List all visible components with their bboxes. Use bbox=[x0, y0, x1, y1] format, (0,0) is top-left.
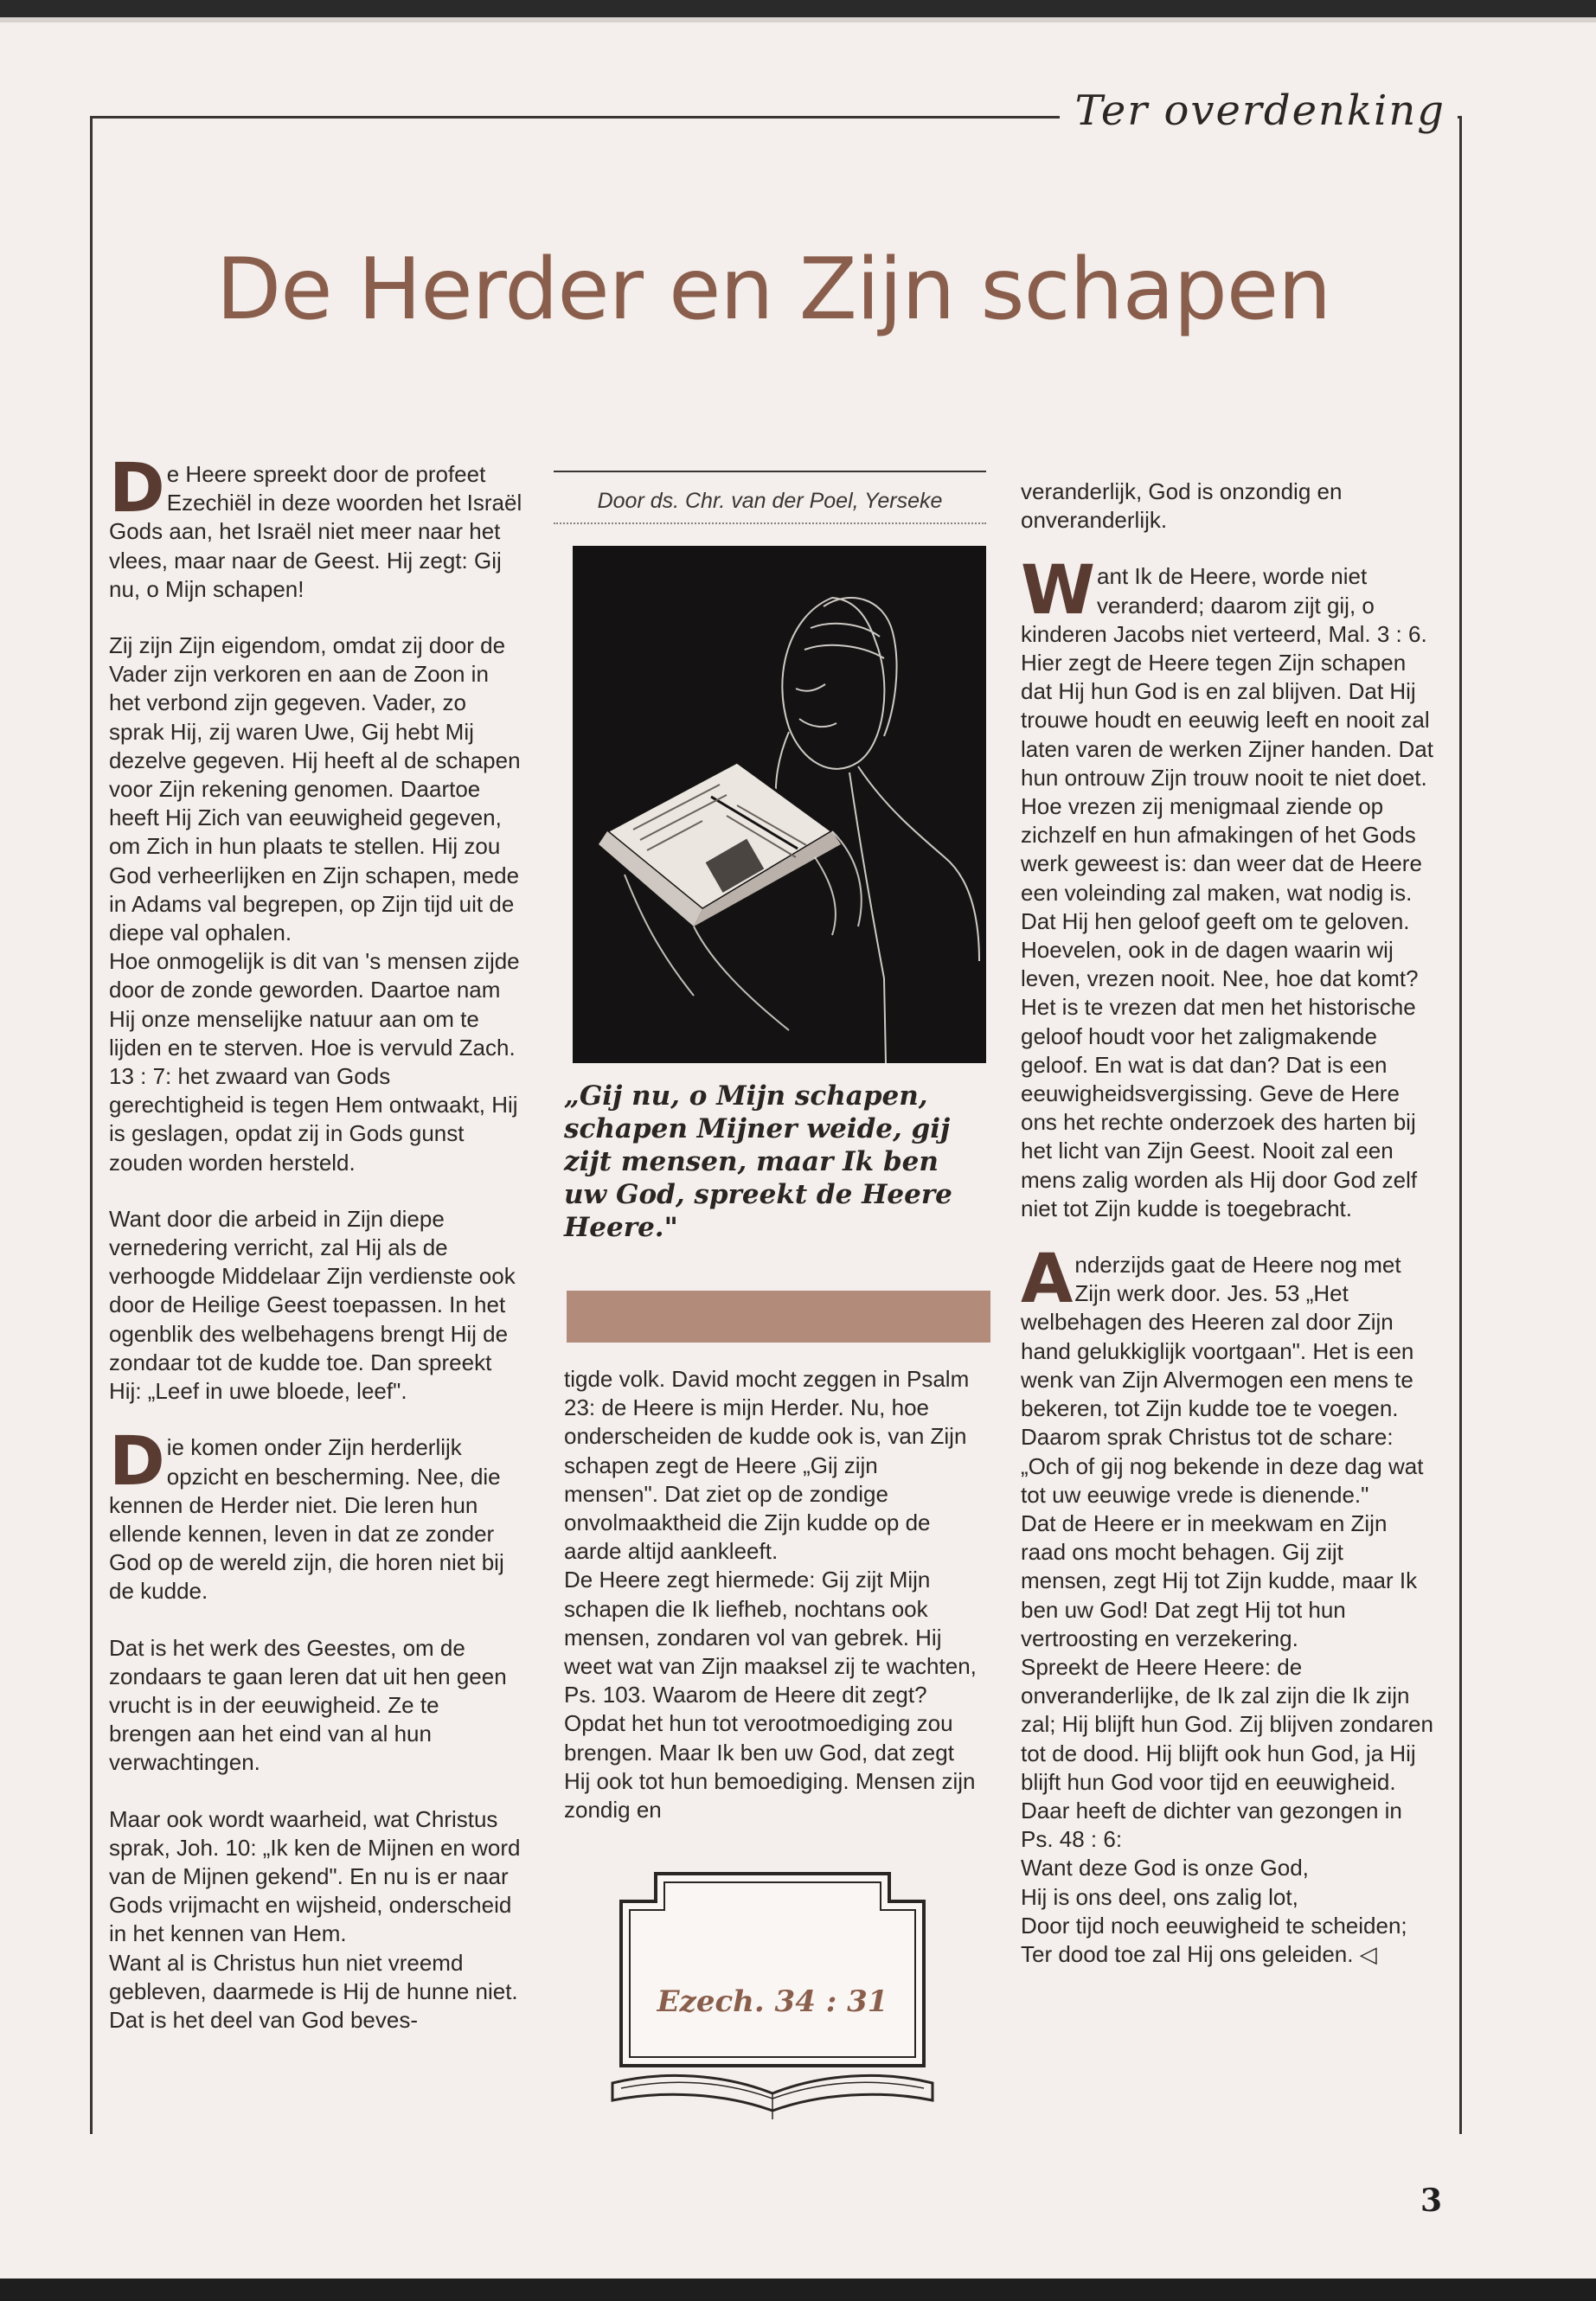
paragraph: Daar heeft de dichter van gezongen in Ps. 48 : 6: bbox=[1021, 1797, 1402, 1853]
column-1 bbox=[109, 450, 522, 2035]
decorative-bar bbox=[567, 1291, 990, 1343]
psalm-verse: Door tijd noch eeuwigheid te scheiden; bbox=[1021, 1912, 1407, 1939]
paragraph: Dat is het werk des Geestes, om de zondaars te gaan leren dat uit hen geen vrucht is in der eeuwigheid. Ze te brengen aan het eind van al hun verwachtingen. bbox=[109, 1634, 507, 1776]
paragraph: Zij zijn Zijn eigendom, omdat zij door de Vader zijn verkoren en aan de Zoon in het verbond zijn gegeven. Vader, zo sprak Hij, zij waren Uwe, Gij hebt Mij dezelve gegeven. Hij heeft al de schapen voor Zijn rekening genomen. Daartoe heeft Hij Zich van eeuwigheid gegeven, om Zich in hun plaats te stellen. Hij zou God verheerlijken en Zijn schapen, mede in Adams val begrepen, op Zijn tijd uit de diepe val ophalen. bbox=[109, 632, 521, 946]
drop-cap: A bbox=[1021, 1240, 1074, 1319]
paragraph: Die komen onder Zijn herderlijk opzicht en bescherming. Nee, die kennen de Herder niet. Die leren hun ellende kennen, leven in dat ze zonder God op de wereld zijn, die horen niet bij de kudde. bbox=[109, 1423, 504, 1605]
psalm-verse: Want deze God is onze God, bbox=[1021, 1855, 1309, 1881]
page-number: 3 bbox=[1420, 2182, 1443, 2219]
top-border-shadow bbox=[0, 17, 1596, 22]
bottom-border bbox=[0, 2279, 1596, 2301]
drop-cap: D bbox=[109, 1423, 165, 1502]
paragraph: tigde volk. David mocht zeggen in Psalm 23: de Heere is mijn Herder. Nu, hoe onderscheiden de kudde ook is, van Zijn schapen zegt de Heere „Gij zijn mensen". Dat ziet op de zondige onvolmaaktheid die Zijn kudde op de aarde altijd aankleeft. bbox=[564, 1366, 970, 1565]
paragraph: Hoe onmogelijk is dit van 's mensen zijde door de zonde geworden. Daartoe nam Hij onze menselijke natuur aan om te lijden en te sterven. Hoe is vervuld Zach. 13 : 7: het zwaard van Gods gerechtigheid is tegen Hem ontwaakt, Hij is geslagen, opdat zij in Gods gunst zouden worden hersteld. bbox=[109, 948, 520, 1176]
paragraph: Want Ik de Heere, worde niet veranderd; daarom zijt gij, o kinderen Jacobs niet verteerd, Mal. 3 : 6. Hier zegt de Heere tegen Zijn schapen dat Hij hun God is en zal blijven. Dat Hij trouwe houdt en eeuwig leeft en nooit zal laten varen de werken Zijner handen. Dat hun ontrouw Zijn trouw nooit te niet doet. bbox=[1021, 552, 1433, 791]
paragraph: Want al is Christus hun niet vreemd gebleven, daarmede is Hij de hunne niet. Dat is het deel van God beves- bbox=[109, 1949, 518, 2033]
pull-quote: „Gij nu, o Mijn schapen, schapen Mijner weide, gij zijt mensen, maar Ik ben uw God, spreekt de Heere Heere." bbox=[564, 1080, 952, 1243]
column-3 bbox=[1021, 478, 1434, 1969]
paragraph: De Heere spreekt door de profeet Ezechiël in deze woorden het Israël Gods aan, het Israël niet meer naar het vlees, maar naar de Geest. Hij zegt: Gij nu, o Mijn schapen! bbox=[109, 450, 522, 602]
psalm-verse: Ter dood toe zal Hij ons geleiden. ◁ bbox=[1021, 1940, 1377, 1967]
paragraph: Maar ook wordt waarheid, wat Christus sprak, Joh. 10: „Ik ken de Mijnen en word van de Mijnen gekend". En nu is er naar Gods vrijmacht en wijsheid, onderscheid in het kennen van Hem. bbox=[109, 1805, 521, 1947]
drop-cap: W bbox=[1021, 552, 1096, 631]
drop-cap: D bbox=[109, 450, 165, 528]
paragraph: Anderzijds gaat de Heere nog met Zijn werk door. Jes. 53 „Het welbehagen des Heeren zal door Zijn hand gelukkiglijk voortgaan". Het is een wenk van Zijn Alvermogen een mens te bekeren, tot Zijn kudde toe te voegen. Daarom sprak Christus tot de schare: „Och of gij nog bekende in deze dag wat tot uw eeuwige vrede is dienende." bbox=[1021, 1240, 1424, 1508]
illustration-reader bbox=[573, 546, 986, 1063]
paragraph: Dat de Heere er in meekwam en Zijn raad ons mocht behagen. Gij zijt mensen, zegt Hij tot Zijn kudde, maar Ik ben uw God! Dat zegt Hij tot hun vertroosting en verzekering. bbox=[1021, 1509, 1418, 1651]
paragraph: Hoe vrezen zij menigmaal ziende op zichzelf en hun afmakingen of het Gods werk geweest is: dan weer dat de Heere een voleinding zal maken, wat nodig is. Dat Hij hen geloof geeft om te geloven. bbox=[1021, 793, 1422, 934]
paragraph: Want door die arbeid in Zijn diepe vernedering verricht, zal Hij als de verhoogde Middelaar Zijn verdienste ook door de Heilige Geest toepassen. In het ogenblik des welbehagens brengt Hij de zondaar tot de kudde toe. Dan spreekt Hij: „Leef in uwe bloede, leef". bbox=[109, 1205, 516, 1405]
paragraph: De Heere zegt hiermede: Gij zijt Mijn schapen die Ik liefheb, nochtans ook mensen, zondaren vol van gebrek. Hij weet wat van Zijn maaksel zij te wachten, Ps. 103. Waarom de Heere dit zegt? Opdat het hun tot verootmoediging zou brengen. Maar Ik ben uw God, dat zegt Hij ook tot hun bemoediging. Mensen zijn zondig en bbox=[564, 1567, 977, 1823]
article-title: De Herder en Zijn schapen bbox=[215, 240, 1331, 339]
byline: Door ds. Chr. van der Poel, Yerseke bbox=[554, 489, 986, 524]
byline-rule bbox=[554, 471, 986, 472]
top-border bbox=[0, 0, 1596, 17]
paragraph: Spreekt de Heere Heere: de onveranderlijke, de Ik zal zijn die Ik zijn zal; Hij blijft hun God. Zij blijven zondaren tot de dood. Hij blijft ook hun God, ja Hij blijft hun God voor tijd en eeuwigheid. bbox=[1021, 1653, 1433, 1795]
section-label: Ter overdenking bbox=[1060, 87, 1458, 135]
column-2 bbox=[564, 1365, 977, 1824]
psalm-verse: Hij is ons deel, ons zalig lot, bbox=[1021, 1883, 1298, 1910]
scripture-reference: Ezech. 34 : 31 bbox=[657, 1984, 888, 2019]
paragraph: Hoevelen, ook in de dagen waarin wij leven, vrezen nooit. Nee, hoe dat komt? Het is te vrezen dat men het historische geloof houdt voor het zaligmakende geloof. En wat is dat dan? Dat is een eeuwigheidsvergissing. Geve de Here ons het rechte onderzoek des harten bij het licht van Zijn Geest. Nooit zal een mens zalig worden als Hij door God zelf niet tot Zijn kudde is toegebracht. bbox=[1021, 937, 1419, 1221]
paragraph: veranderlijk, God is onzondig en onveranderlijk. bbox=[1021, 478, 1343, 534]
